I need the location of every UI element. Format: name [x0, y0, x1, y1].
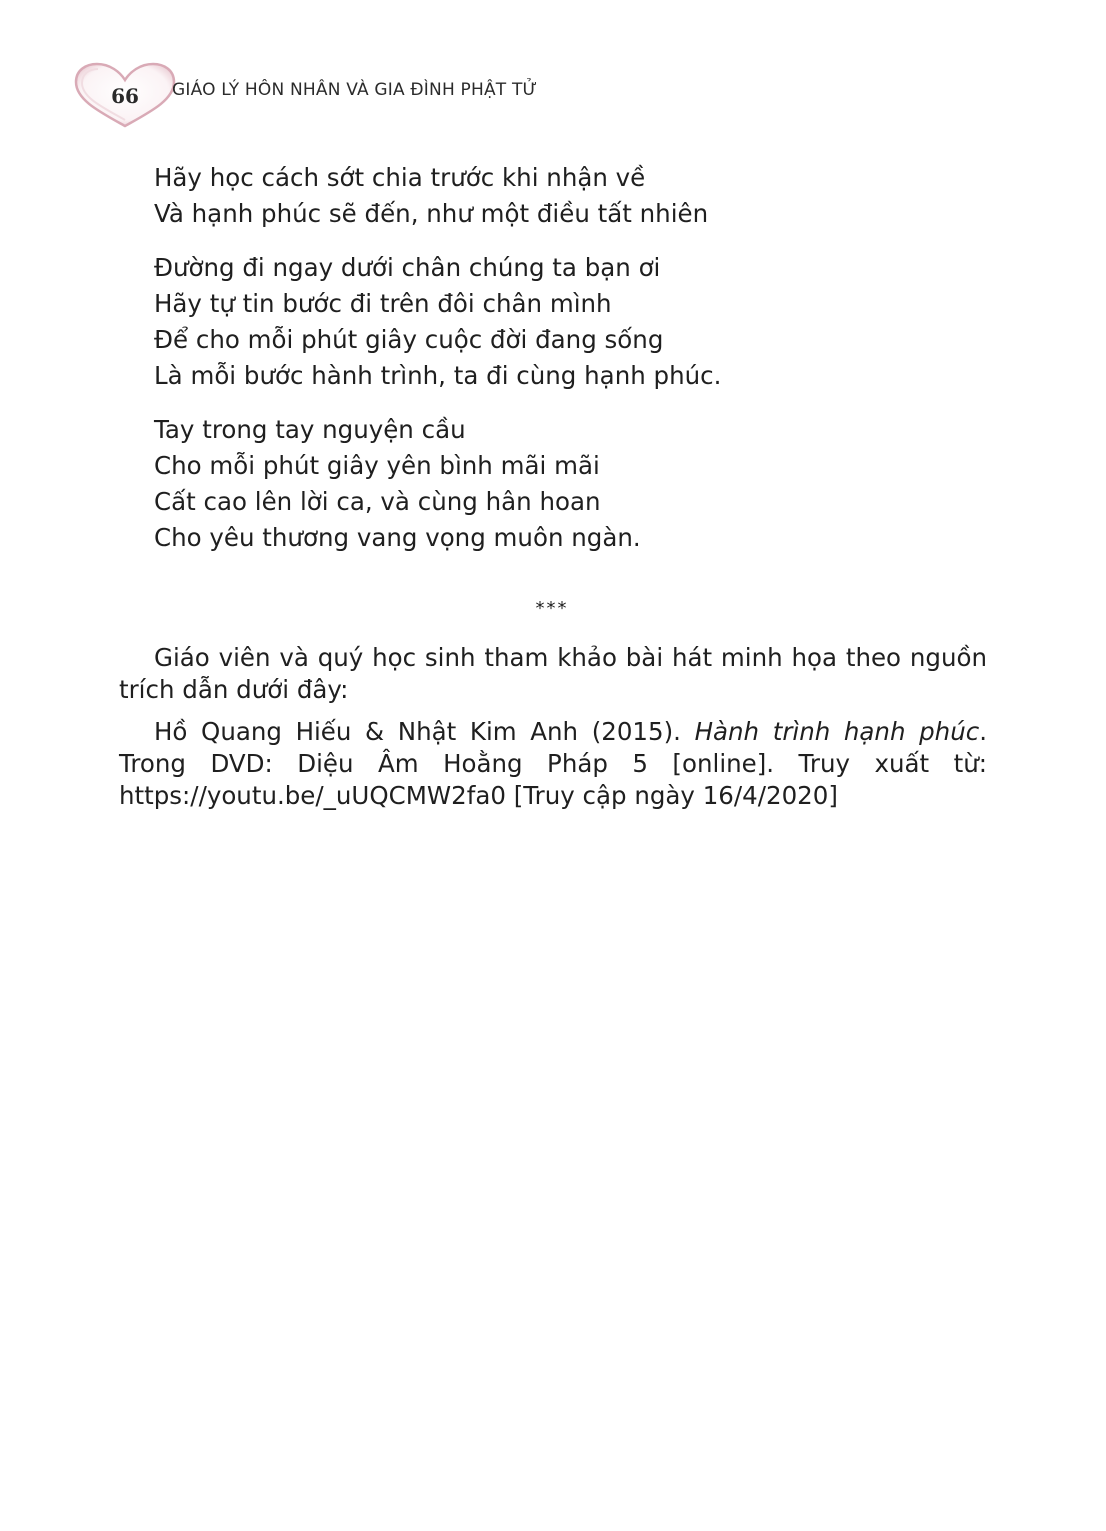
page-number: 66 [111, 84, 139, 108]
song-lyrics [154, 160, 954, 574]
reference-intro: Giáo viên và quý học sinh tham khảo bài hát minh họa theo nguồn trích dẫn dưới đây: [119, 643, 987, 704]
stanza [154, 160, 954, 232]
lyric-line: Là mỗi bước hành trình, ta đi cùng hạnh phúc. [154, 361, 722, 390]
separator-text: *** [535, 598, 569, 619]
reference-citation [119, 716, 987, 812]
lyric-line: Đường đi ngay dưới chân chúng ta bạn ơi [154, 253, 661, 282]
lyric-line: Cho yêu thương vang vọng muôn ngàn. [154, 523, 641, 552]
section-separator [0, 598, 1106, 619]
running-title: GIÁO LÝ HÔN NHÂN VÀ GIA ĐÌNH PHẬT TỬ [172, 80, 538, 100]
page-header [70, 60, 770, 140]
lyric-line: Cho mỗi phút giây yên bình mãi mãi [154, 451, 600, 480]
lyric-line: Và hạnh phúc sẽ đến, như một điều tất nhiên [154, 199, 709, 228]
stanza [154, 412, 954, 556]
lyric-line: Hãy học cách sớt chia trước khi nhận về [154, 163, 646, 192]
lyric-line: Tay trong tay nguyện cầu [154, 415, 466, 444]
reference-section [119, 642, 987, 822]
lyric-line: Hãy tự tin bước đi trên đôi chân mình [154, 289, 612, 318]
citation-details: . Trong DVD: Diệu Âm Hoằng Pháp 5 [online]. Truy xuất từ: https://youtu.be/_uUQCMW2fa0 [Truy cập ngày 16/4/2020] [119, 717, 987, 810]
citation-title: Hành trình hạnh phúc [694, 717, 980, 746]
citation-authors: Hồ Quang Hiếu & Nhật Kim Anh (2015). [154, 717, 695, 746]
stanza [154, 250, 954, 394]
lyric-line: Để cho mỗi phút giây cuộc đời đang sống [154, 325, 664, 354]
lyric-line: Cất cao lên lời ca, và cùng hân hoan [154, 487, 601, 516]
